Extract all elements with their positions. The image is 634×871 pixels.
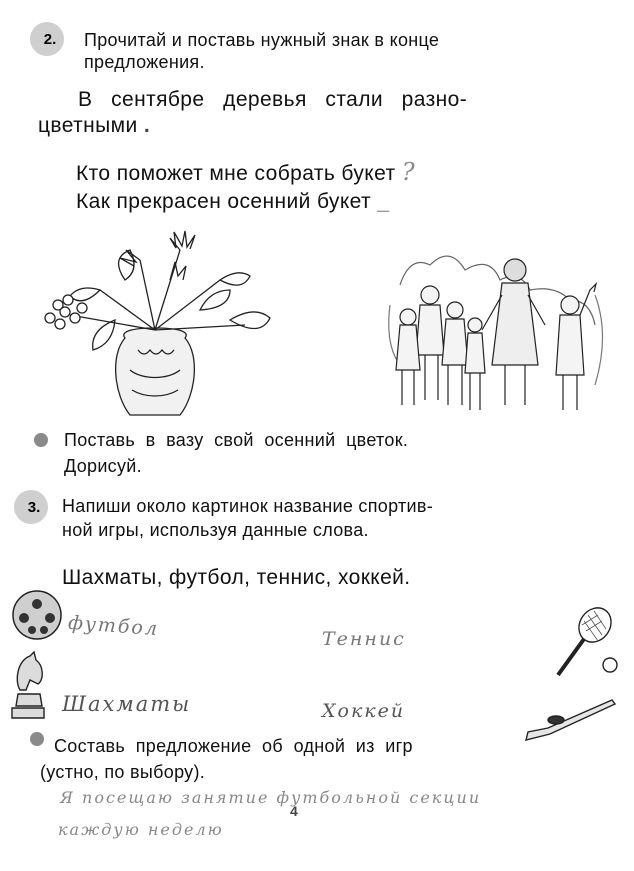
task2-bullet-line1: Поставь в вазу свой осенний цветок. xyxy=(64,430,409,450)
page-number: 4 xyxy=(290,803,298,819)
task-number: 3. xyxy=(27,498,41,516)
task3-instruction-line1: Напиши около картинок название спортив- xyxy=(62,496,434,516)
sentence1-line2 xyxy=(38,114,150,138)
sentence2-text: Кто поможет мне собрать букет xyxy=(76,162,396,185)
task-number: 2. xyxy=(43,30,57,48)
sentence2-mark: ? xyxy=(401,158,416,186)
answer-chess: Шахматы xyxy=(62,692,192,716)
children-teacher-illustration xyxy=(380,245,610,425)
sentence3-text: Как прекрасен осенний букет xyxy=(76,190,372,213)
handwritten-sentence-line2: каждую неделю xyxy=(58,820,224,839)
tennis-racket-icon xyxy=(550,605,620,685)
task2-instruction-line2: предложения. xyxy=(84,52,205,72)
sentence3-mark: _ xyxy=(377,190,390,213)
sentence3 xyxy=(76,190,389,214)
task2-bullet-line2: Дорисуй. xyxy=(64,456,142,476)
sentence1-line1: В сентябре деревья стали разно- xyxy=(78,88,468,111)
handwritten-sentence-line1: Я посещаю занятие футбольной секции xyxy=(60,788,482,807)
task3-bullet-line2: (устно, по выбору). xyxy=(40,762,206,782)
task2-instruction-line1: Прочитай и поставь нужный знак в конце xyxy=(84,30,440,50)
sport-words: Шахматы, футбол, теннис, хоккей. xyxy=(62,566,411,589)
vase-bouquet-illustration xyxy=(30,220,290,430)
sentence2 xyxy=(76,158,415,186)
bullet-marker xyxy=(34,433,48,447)
sentence1-mark: . xyxy=(143,114,151,137)
task3-instruction-line2: ной игры, используя данные слова. xyxy=(62,520,369,540)
task-number-badge xyxy=(14,490,48,524)
task-number-badge xyxy=(30,22,64,56)
task3-bullet-line1: Составь предложение об одной из игр xyxy=(54,736,413,756)
chess-knight-icon xyxy=(8,650,48,722)
soccer-ball-icon xyxy=(10,588,64,642)
answer-tennis: Теннис xyxy=(322,628,406,650)
bullet-marker xyxy=(30,732,44,746)
hockey-stick-icon xyxy=(520,700,620,745)
answer-hockey: Хоккей xyxy=(322,700,406,722)
answer-football: футбол xyxy=(67,611,160,641)
sentence1-text: цветными xyxy=(38,114,138,137)
